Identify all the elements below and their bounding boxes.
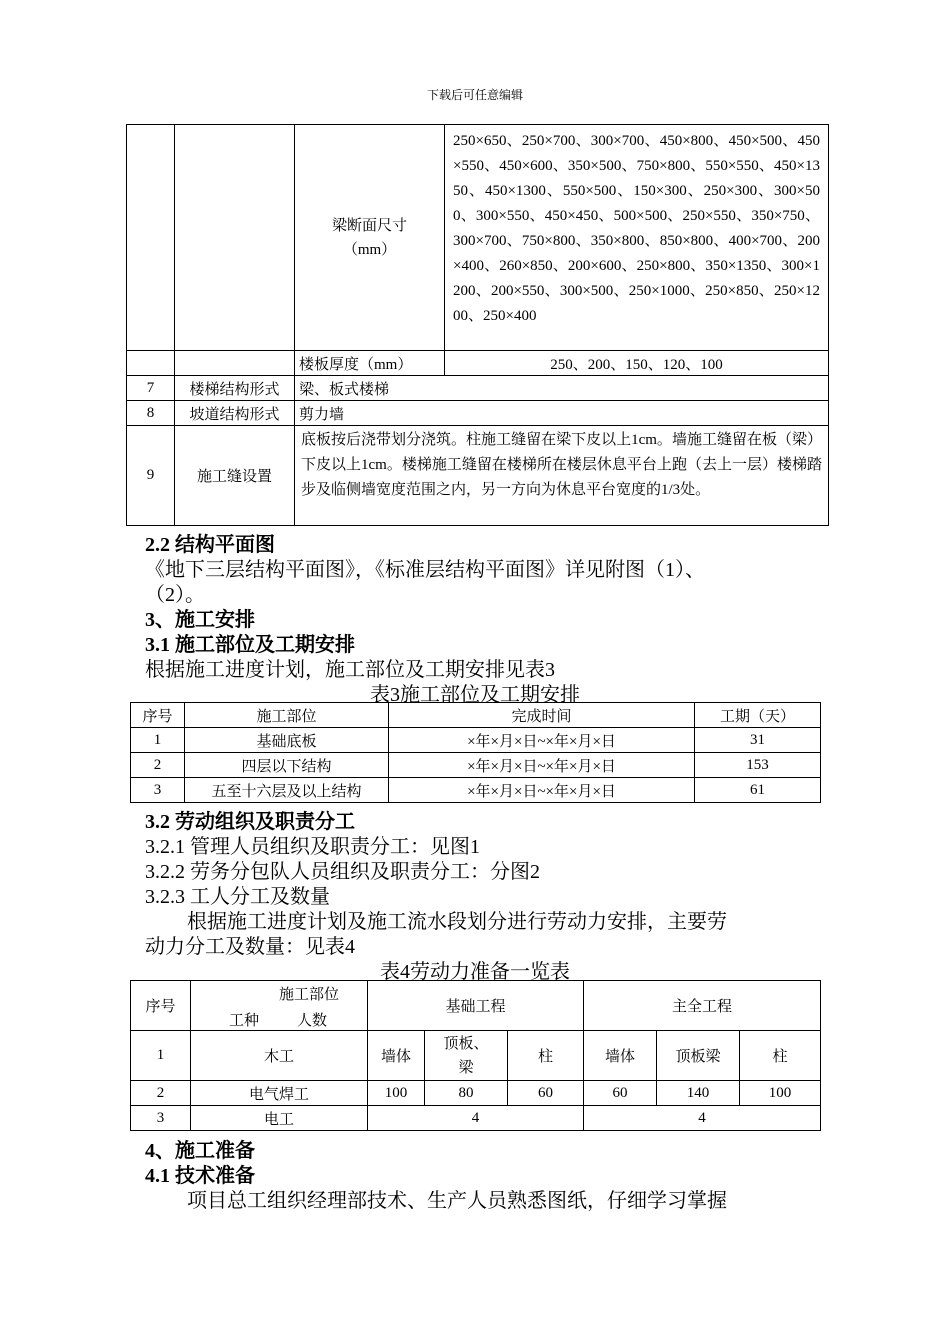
section-3-1-text: 根据施工进度计划，施工部位及工期安排见表3	[145, 659, 555, 681]
table-cell: 五至十六层及以上结构	[185, 778, 389, 803]
table-cell	[175, 125, 295, 351]
column-header: 工期（天）	[695, 703, 821, 728]
section-3-2-3-text: 根据施工进度计划及施工流水段划分进行劳动力安排，主要劳	[187, 911, 727, 933]
header-headcount: 人数	[297, 1013, 328, 1029]
table-cell: ×年×月×日~×年×月×日	[389, 778, 695, 803]
slab-thickness-values: 250、200、150、120、100	[445, 351, 829, 376]
table-row	[127, 401, 829, 426]
table-cell: 153	[695, 753, 821, 778]
column-header: 序号	[131, 981, 191, 1031]
table-cell: 2	[131, 1081, 191, 1106]
table-cell: 电工	[191, 1106, 368, 1131]
row-value: 底板按后浇带划分浇筑。柱施工缝留在梁下皮以上1cm。墙施工缝留在板（梁）下皮以上1cm。楼梯施工缝留在楼梯所在楼层休息平台上跑（去上一层）楼梯踏步及临侧墙宽度范围之内，另一方向为休息平台宽度的1/3处。	[295, 426, 829, 526]
header-construction-part: 施工部位	[279, 987, 340, 1003]
table-cell: 木工	[191, 1031, 368, 1081]
table-row	[127, 376, 829, 401]
section-2-2-heading: 2.2 结构平面图	[145, 534, 275, 556]
column-header: 基础工程	[368, 981, 584, 1031]
table-cell: 顶板、梁	[425, 1031, 508, 1081]
row-item: 施工缝设置	[175, 426, 295, 526]
table-cell: 4	[584, 1106, 821, 1131]
table-cell: 140	[657, 1081, 740, 1106]
section-3-2-heading: 3.2 劳动组织及职责分工	[145, 811, 355, 833]
structure-table	[126, 124, 829, 526]
table-cell: 四层以下结构	[185, 753, 389, 778]
table-cell	[175, 351, 295, 376]
table-row	[131, 1081, 821, 1106]
table-row	[131, 778, 821, 803]
schedule-table	[130, 702, 821, 803]
table-row	[131, 1106, 821, 1131]
table-cell: 顶板梁	[657, 1031, 740, 1081]
table-cell: 柱	[508, 1031, 584, 1081]
table-cell: 3	[131, 778, 185, 803]
table-cell	[127, 351, 175, 376]
slab-thickness-label: 楼板厚度（mm）	[295, 351, 445, 376]
section-2-2-text-cont: （2）。	[145, 584, 205, 606]
section-3-2-1: 3.2.1 管理人员组织及职责分工：见图1	[145, 836, 480, 858]
table-row	[131, 728, 821, 753]
table-cell: 3	[131, 1106, 191, 1131]
table-cell: 基础底板	[185, 728, 389, 753]
table-cell: 4	[368, 1106, 584, 1131]
table-cell: 墙体	[584, 1031, 657, 1081]
column-header: 序号	[131, 703, 185, 728]
page-header: 下载后可任意编辑	[426, 88, 523, 102]
table-cell: 1	[131, 728, 185, 753]
row-value: 梁、板式楼梯	[295, 376, 829, 401]
table-row	[131, 1031, 821, 1081]
section-3-heading: 3、施工安排	[145, 609, 255, 631]
table-row	[131, 753, 821, 778]
table-row	[127, 426, 829, 526]
section-2-2-text: 《地下三层结构平面图》，《标准层结构平面图》详见附图（1）、	[145, 559, 705, 581]
section-3-2-2: 3.2.2 劳务分包队人员组织及职责分工：分图2	[145, 861, 540, 883]
table-cell: 60	[508, 1081, 584, 1106]
section-3-2-3: 3.2.3 工人分工及数量	[145, 886, 330, 908]
diagonal-header-cell	[191, 981, 368, 1031]
section-4-1-text: 项目总工组织经理部技术、生产人员熟悉图纸，仔细学习掌握	[187, 1190, 727, 1212]
table-cell: 100	[740, 1081, 821, 1106]
header-work-type: 工种	[229, 1013, 260, 1029]
row-value: 剪力墙	[295, 401, 829, 426]
table-cell: 61	[695, 778, 821, 803]
table-cell: 柱	[740, 1031, 821, 1081]
table3-caption: 表3施工部位及工期安排	[370, 684, 580, 706]
table-cell: 1	[131, 1031, 191, 1081]
table-cell: 墙体	[368, 1031, 425, 1081]
table-cell: 电气焊工	[191, 1081, 368, 1106]
column-header: 施工部位	[185, 703, 389, 728]
table-header-row	[131, 981, 821, 1031]
row-item: 坡道结构形式	[175, 401, 295, 426]
row-number: 8	[127, 401, 175, 426]
table-cell: ×年×月×日~×年×月×日	[389, 728, 695, 753]
row-number: 9	[127, 426, 175, 526]
beam-size-label: 梁断面尺寸（mm）	[295, 125, 445, 351]
table4-caption: 表4劳动力准备一览表	[380, 961, 570, 983]
table-cell: 60	[584, 1081, 657, 1106]
section-3-2-3-text-cont: 动力分工及数量：见表4	[145, 936, 355, 958]
section-4-heading: 4、施工准备	[145, 1140, 255, 1162]
row-item: 楼梯结构形式	[175, 376, 295, 401]
labor-table	[130, 980, 821, 1131]
beam-size-values: 250×650、250×700、300×700、450×800、450×500、450×550、450×600、350×500、750×800、550×550、450×1350、450×1300、550×500、150×300、250×300、300×500、300×550、450×450、500×500、250×550、350×750、300×700、750×800、350×800、850×800、400×700、200×400、260×850、200×600、250×800、350×1350、300×1200、200×550、300×500、250×1000、250×850、250×1200、250×400	[445, 125, 829, 351]
section-4-1-heading: 4.1 技术准备	[145, 1165, 255, 1187]
row-number: 7	[127, 376, 175, 401]
column-header: 完成时间	[389, 703, 695, 728]
table-cell: 2	[131, 753, 185, 778]
table-cell: 80	[425, 1081, 508, 1106]
table-cell: ×年×月×日~×年×月×日	[389, 753, 695, 778]
section-3-1-heading: 3.1 施工部位及工期安排	[145, 634, 355, 656]
table-header-row	[131, 703, 821, 728]
table-cell: 100	[368, 1081, 425, 1106]
column-header: 主全工程	[584, 981, 821, 1031]
table-cell	[127, 125, 175, 351]
table-cell: 31	[695, 728, 821, 753]
